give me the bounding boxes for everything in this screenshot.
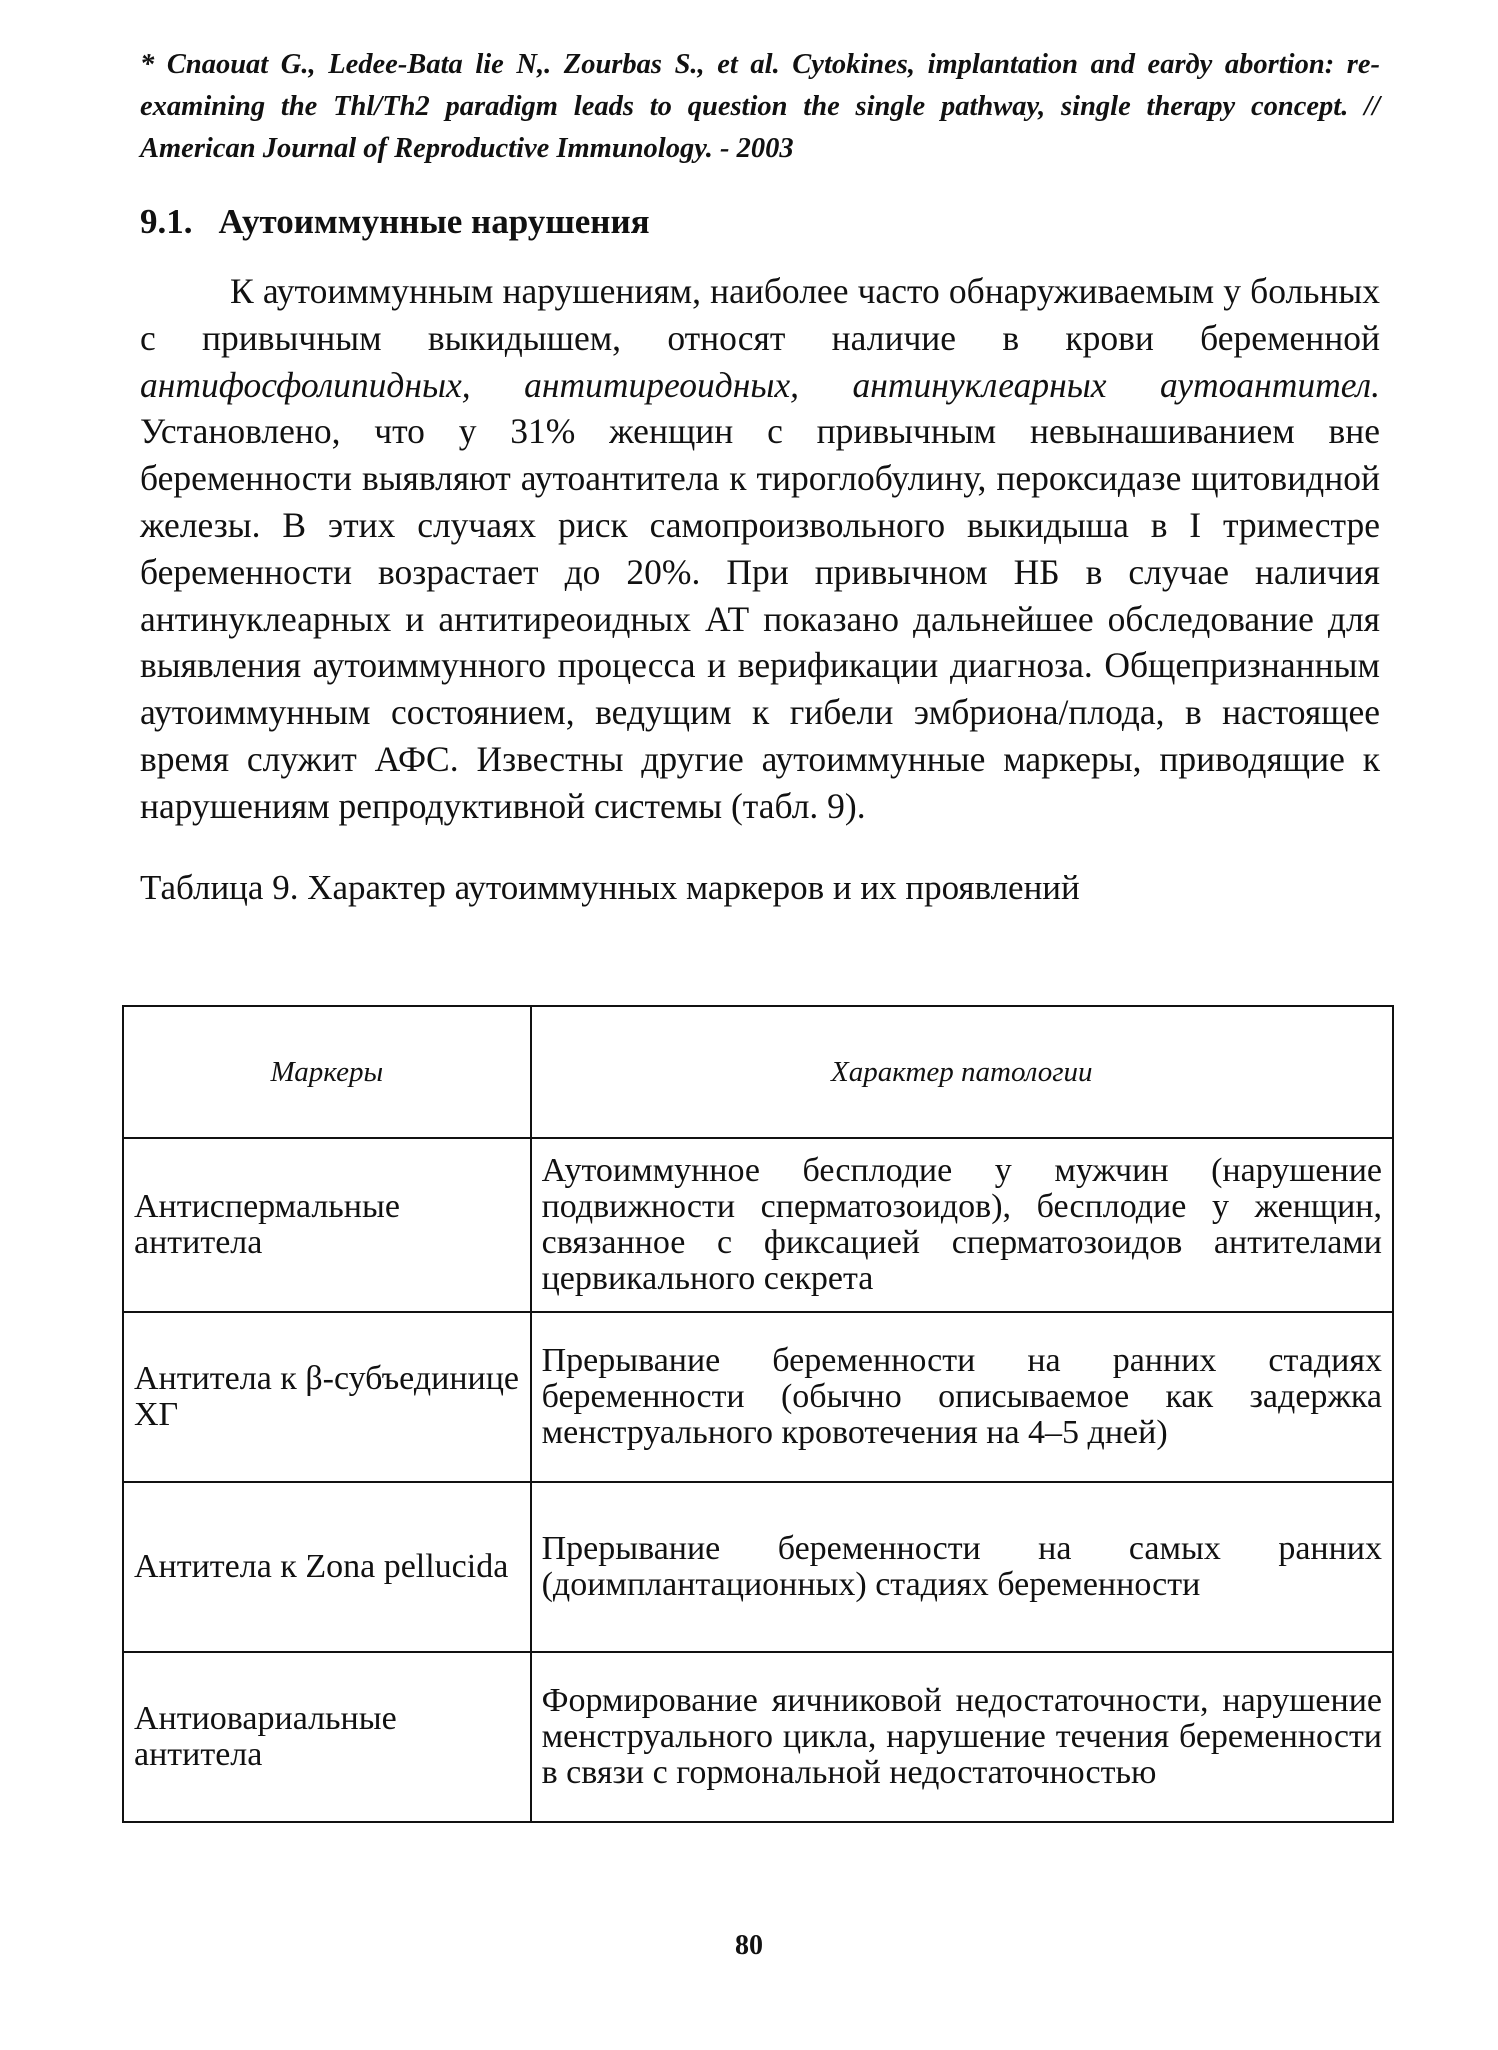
pathology-cell: Аутоиммунное бесплодие у мужчин (нарушение подвижности сперматозоидов), бесплодие у женщин, связанное с фиксацией сперматозоидов антителами цервикального секрета (531, 1138, 1393, 1312)
pathology-cell: Формирование яичниковой недостаточности, нарушение менструального цикла, нарушение течения беременности в связи с гормональной недостаточностью (531, 1652, 1393, 1822)
section-number: 9.1. (140, 202, 193, 241)
paragraph-rest: Установлено, что у 31% женщин с привычным невынашиванием вне беременности выявляют аутоантитела к тироглобулину, пероксидазе щитовидной железы. В этих случаях риск самопроизвольного выкидыша в I триместре беременности возрастает до 20%. При привычном НБ в случае наличия антинуклеарных и антитиреоидных АТ показано дальнейшее обследование для выявления аутоиммунного процесса и верификации диагноза. Общепризнанным аутоиммунным состоянием, ведущим к гибели эмбриона/плода, в настоящее время служит АФС. Известны другие аутоиммунные маркеры, приводящие к нарушениям репродуктивной системы (табл. 9). (140, 411, 1380, 826)
table-row (123, 1652, 1393, 1822)
pathology-cell: Прерывание беременности на самых ранних (доимплантационных) стадиях беременности (531, 1482, 1393, 1652)
header-pathology: Характер патологии (531, 1006, 1393, 1138)
section-heading (140, 202, 1380, 242)
table-row (123, 1482, 1393, 1652)
reference-footnote: * Cnaouat G., Ledee-Bata lie N,. Zourbas S., et al. Cytokines, implantation and earдy abortion: re-examining the Thl/Th2 paradigm leads to question the single pathway, single therapy concept. // American Journal of Reproductive Immunology. - 2003 (140, 49, 1380, 164)
header-markers: Маркеры (123, 1006, 531, 1138)
table-caption: Таблица 9. Характер аутоиммунных маркеров и их проявлений (140, 867, 1080, 907)
page-number: 80 (735, 1930, 763, 1961)
marker-cell: Антитела к β-субъединице ХГ (123, 1312, 531, 1482)
table-row (123, 1312, 1393, 1482)
paragraph-intro: К аутоиммунным нарушениям, наиболее часто обнаруживаемым у больных с привычным выкидышем, относят наличие в крови беременной (140, 271, 1380, 358)
markers-table (122, 1005, 1394, 1823)
table-header-row (123, 1006, 1393, 1138)
table-row (123, 1138, 1393, 1312)
paragraph-italic: антифосфолипидных, антитиреоидных, антинуклеарных аутоантител. (140, 364, 1380, 405)
section-title: Аутоиммунные нарушения (218, 202, 650, 241)
marker-cell: Антитела к Zona pellucida (123, 1482, 531, 1652)
pathology-cell: Прерывание беременности на ранних стадиях беременности (обычно описываемое как задержка менструального кровотечения на 4–5 дней) (531, 1312, 1393, 1482)
marker-cell: Антиовариальные антитела (123, 1652, 531, 1822)
page-content (140, 44, 1380, 908)
body-paragraph (140, 268, 1380, 830)
marker-cell: Антиспермальные антитела (123, 1138, 531, 1312)
